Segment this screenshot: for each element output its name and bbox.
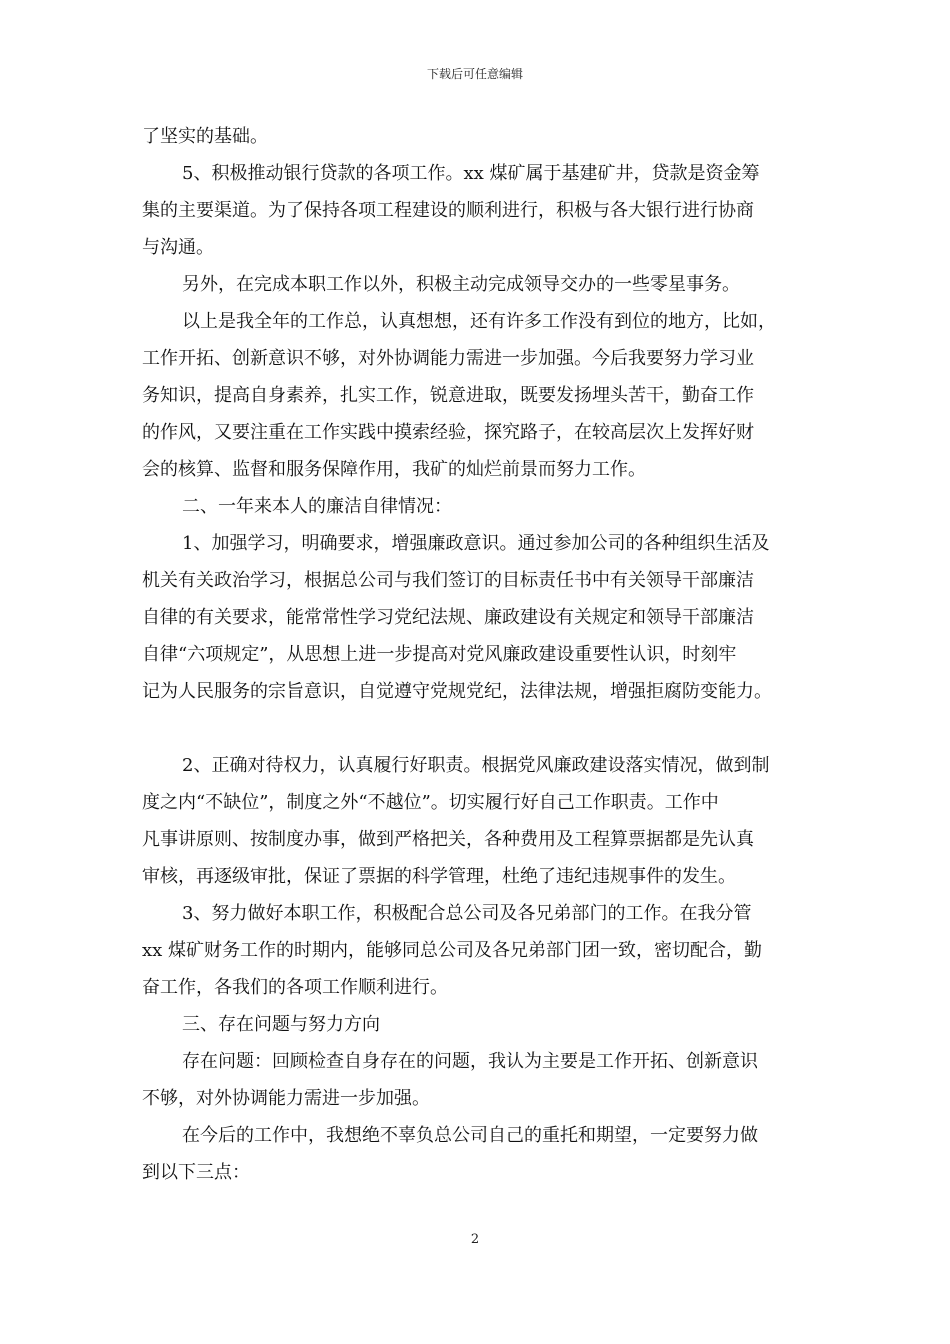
text-line: 到以下三点： — [142, 1162, 250, 1183]
text-line: 审核，再逐级审批，保证了票据的科学管理，杜绝了违纪违规事件的发生。 — [142, 866, 736, 887]
paragraph — [142, 155, 822, 266]
paragraph — [142, 895, 822, 1006]
paragraph — [142, 266, 822, 303]
paragraph — [142, 1006, 822, 1043]
text-line: 工作开拓、创新意识不够，对外协调能力需进一步加强。今后我要努力学习业 — [142, 348, 754, 369]
text-line: 自律的有关要求，能常常性学习党纪法规、廉政建设有关规定和领导干部廉洁 — [142, 607, 754, 628]
text-line: 与沟通。 — [142, 237, 214, 258]
text-line: 集的主要渠道。为了保持各项工程建设的顺利进行，积极与各大银行进行协商 — [142, 200, 754, 221]
paragraph — [142, 488, 822, 525]
text-line: 另外，在完成本职工作以外，积极主动完成领导交办的一些零星事务。 — [182, 274, 740, 295]
text-line: 务知识，提高自身素养，扎实工作，锐意进取，既要发扬埋头苦干，勤奋工作 — [142, 385, 754, 406]
text-line: 度之内“不缺位”，制度之外“不越位”。切实履行好自己工作职责。工作中 — [142, 792, 719, 813]
text-line: 记为人民服务的宗旨意识，自觉遵守党规党纪，法律法规，增强拒腐防变能力。 — [142, 681, 772, 702]
paragraph-spacer — [142, 710, 822, 747]
text-line: 5、积极推动银行贷款的各项工作。xx 煤矿属于基建矿井，贷款是资金筹 — [182, 163, 760, 184]
paragraph — [142, 1043, 822, 1117]
text-line: 机关有关政治学习，根据总公司与我们签订的目标责任书中有关领导干部廉洁 — [142, 570, 754, 591]
text-line: 凡事讲原则、按制度办事，做到严格把关，各种费用及工程算票据都是先认真 — [142, 829, 754, 850]
page-header: 下载后可任意编辑 — [426, 67, 523, 81]
paragraph — [142, 747, 822, 895]
text-line: xx 煤矿财务工作的时期内，能够同总公司及各兄弟部门团一致，密切配合，勤 — [142, 940, 763, 961]
text-line: 2、正确对待权力，认真履行好职责。根据党风廉政建设落实情况，做到制 — [182, 755, 770, 776]
text-line: 自律“六项规定”，从思想上进一步提高对党风廉政建设重要性认识，时刻牢 — [142, 644, 737, 665]
text-line: 以上是我全年的工作总，认真想想，还有许多工作没有到位的地方，比如， — [182, 311, 776, 332]
text-line: 三、存在问题与努力方向 — [182, 1014, 380, 1035]
text-line: 奋工作，各我们的各项工作顺利进行。 — [142, 977, 448, 998]
text-line: 在今后的工作中，我想绝不辜负总公司自己的重托和期望，一定要努力做 — [182, 1125, 758, 1146]
text-line: 会的核算、监督和服务保障作用，我矿的灿烂前景而努力工作。 — [142, 459, 646, 480]
page-number: 2 — [470, 1232, 480, 1247]
text-line: 了坚实的基础。 — [142, 126, 268, 147]
text-line: 不够，对外协调能力需进一步加强。 — [142, 1088, 430, 1109]
paragraph — [142, 303, 822, 488]
text-line: 的作风，又要注重在工作实践中摸索经验，探究路子，在较高层次上发挥好财 — [142, 422, 754, 443]
text-line: 1、加强学习，明确要求，增强廉政意识。通过参加公司的各种组织生活及 — [182, 533, 770, 554]
text-line: 存在问题：回顾检查自身存在的问题，我认为主要是工作开拓、创新意识 — [182, 1051, 758, 1072]
paragraph — [142, 525, 822, 710]
paragraph — [142, 1117, 822, 1191]
document-body — [142, 118, 822, 1191]
text-line: 二、一年来本人的廉洁自律情况： — [182, 496, 452, 517]
text-line: 3、努力做好本职工作，积极配合总公司及各兄弟部门的工作。在我分管 — [182, 903, 752, 924]
paragraph — [142, 118, 822, 155]
